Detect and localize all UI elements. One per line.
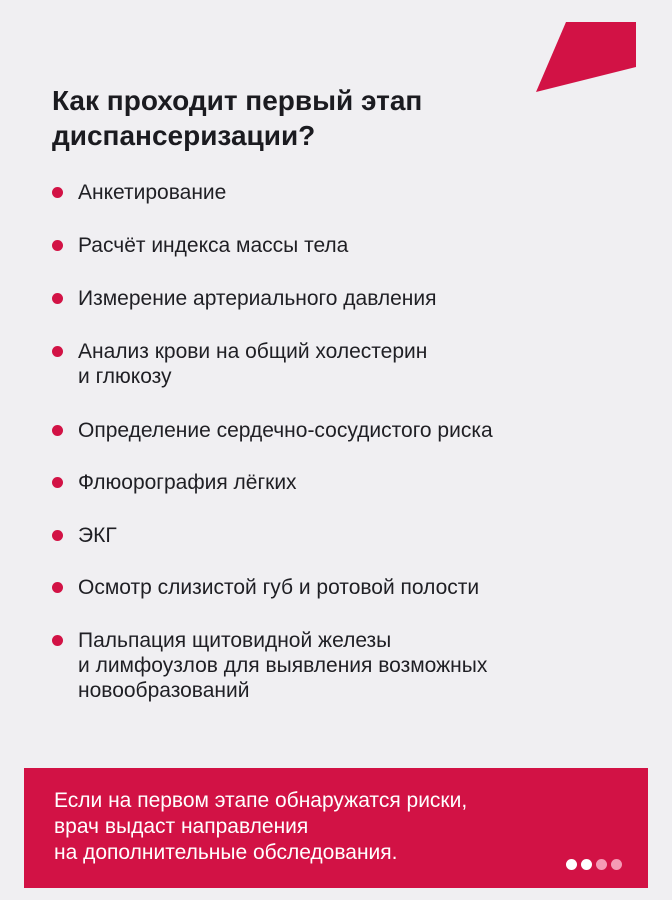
list-item-text: Определение сердечно-сосудистого риска — [78, 419, 493, 442]
info-banner — [24, 768, 648, 888]
list-item-text: Анализ крови на общий холестерин и глюкозу — [78, 340, 428, 388]
bullet-dot-icon — [52, 187, 63, 198]
page-title — [52, 83, 532, 153]
list-item-text: ЭКГ — [78, 524, 117, 547]
banner-text: Если на первом этапе обнаружатся риски, врач выдаст направления на дополнительные обследования. — [54, 789, 468, 864]
bullet-dot-icon — [52, 346, 63, 357]
bullet-dot-icon — [52, 240, 63, 251]
pagination-dots — [566, 859, 622, 870]
pagination-dot-1[interactable] — [566, 859, 577, 870]
bullet-dot-icon — [52, 635, 63, 646]
pagination-dot-3[interactable] — [596, 859, 607, 870]
decorative-corner-shape — [536, 22, 636, 92]
bullet-dot-icon — [52, 425, 63, 436]
list-item-text: Анкетирование — [78, 181, 227, 204]
bullet-dot-icon — [52, 530, 63, 541]
pagination-dot-4[interactable] — [611, 859, 622, 870]
list-item-text: Расчёт индекса массы тела — [78, 234, 349, 257]
pagination-dot-2[interactable] — [581, 859, 592, 870]
list-item-text: Пальпация щитовидной железы и лимфоузлов для выявления возможных новообразований — [78, 629, 488, 702]
title-line-1: Как проходит первый этап — [52, 85, 423, 116]
list-item-text: Измерение артериального давления — [78, 287, 437, 310]
list-item-text: Осмотр слизистой губ и ротовой полости — [78, 576, 480, 599]
bullet-dot-icon — [52, 293, 63, 304]
title-line-2: диспансеризации? — [52, 120, 316, 151]
bullet-dot-icon — [52, 582, 63, 593]
bullet-dot-icon — [52, 477, 63, 488]
list-item-text: Флюорография лёгких — [78, 471, 297, 494]
